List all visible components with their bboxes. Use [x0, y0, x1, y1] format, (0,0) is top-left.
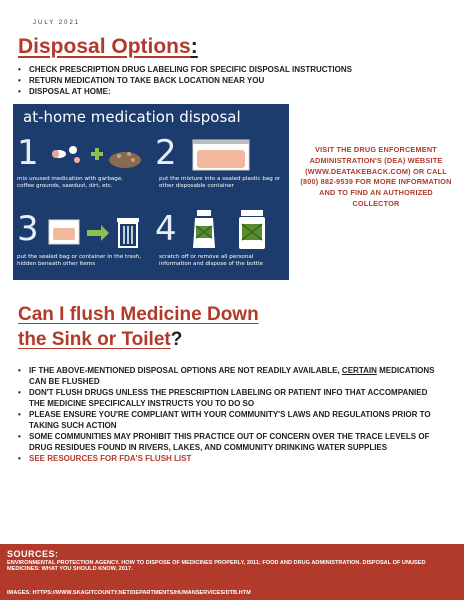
list-item: • DISPOSAL AT HOME: — [18, 86, 438, 97]
list-item: • RETURN MEDICATION TO TAKE BACK LOCATION NEAR YOU — [18, 75, 438, 86]
sources-footer — [0, 544, 464, 600]
step-number: 2 — [155, 133, 177, 173]
step-caption: mix unused medication with garbage, coffee grounds, sawdust, dirt, etc. — [17, 176, 124, 189]
flush-title: Can I flush Medicine Down the Sink or Toilet? — [18, 304, 259, 350]
images-credit-link[interactable]: IMAGES: HTTPS://WWW.SKAGITCOUNTY.NET/DEPARTMENTS/HUMANSERVICES/DTB.HTM — [7, 590, 251, 596]
issue-date: JULY 2021 — [33, 20, 81, 26]
disposal-title: Disposal Options: — [18, 35, 198, 58]
sealed-bag-icon — [191, 138, 251, 172]
list-item: • IF THE ABOVE-MENTIONED DISPOSAL OPTIONS ARE NOT READILY AVAILABLE, CERTAIN MEDICATIONS CAN BE FLUSHED — [18, 365, 438, 387]
step-caption: put the mixture into a sealed plastic bag or other disposable container — [159, 176, 281, 189]
infographic-title: at-home medication disposal — [23, 108, 241, 126]
disposal-list — [18, 64, 438, 97]
step-number: 3 — [17, 209, 39, 249]
sources-text: ENVIRONMENTAL PROTECTION AGENCY. HOW TO DISPOSE OF MEDICINES PROPERLY, 2011; FOOD AND DRUG ADMINISTRATION. DISPOSAL OF UNUSED MEDICINES: WHAT YOU SHOULD KNOW, 2017. — [7, 560, 426, 573]
dea-info-text: VISIT THE DRUG ENFORCEMENT ADMINISTRATION'S (DEA) WEBSITE (WWW.DEATAKEBACK.COM) OR CALL (800) 882-9539 FOR MORE INFORMATION AND TO FIND AN AUTHORIZED COLLECTOR — [300, 145, 452, 208]
step-caption: scratch off or remove all personal information and dispose of the bottle — [159, 254, 263, 267]
step-caption: put the sealed bag or container in the trash, hidden beneath other items — [17, 254, 142, 267]
step-number: 1 — [17, 133, 39, 173]
emphasis-certain: CERTAIN — [341, 366, 377, 375]
flush-list — [18, 365, 438, 464]
mixing-icon — [47, 140, 143, 172]
list-item: • PLEASE ENSURE YOU'RE COMPLIANT WITH YOUR COMMUNITY'S LAWS AND REGULATIONS PRIOR TO TAKING SUCH ACTION — [18, 409, 438, 431]
list-item: • SOME COMMUNITIES MAY PROHIBIT THIS PRACTICE OUT OF CONCERN OVER THE TRACE LEVELS OF DRUG RESIDUES FOUND IN RIVERS, LAKES, AND COMMUNITY DRINKING WATER SUPPLIES — [18, 431, 438, 453]
sources-title: SOURCES: — [7, 549, 59, 559]
bottle-icon — [191, 208, 271, 250]
step-number: 4 — [155, 209, 177, 249]
list-item: • CHECK PRESCRIPTION DRUG LABELING FOR SPECIFIC DISPOSAL INSTRUCTIONS — [18, 64, 438, 75]
home-disposal-infographic — [13, 104, 289, 280]
fda-flush-list-link[interactable]: • SEE RESOURCES FOR FDA'S FLUSH LIST — [18, 453, 438, 464]
trash-icon — [47, 214, 143, 250]
list-item: • DON'T FLUSH DRUGS UNLESS THE PRESCRIPTION LABELING OR PATIENT INFO THAT ACCOMPANIED THE MEDICINE SPECIFICALLY INSTRUCTS YOU TO DO SO — [18, 387, 438, 409]
